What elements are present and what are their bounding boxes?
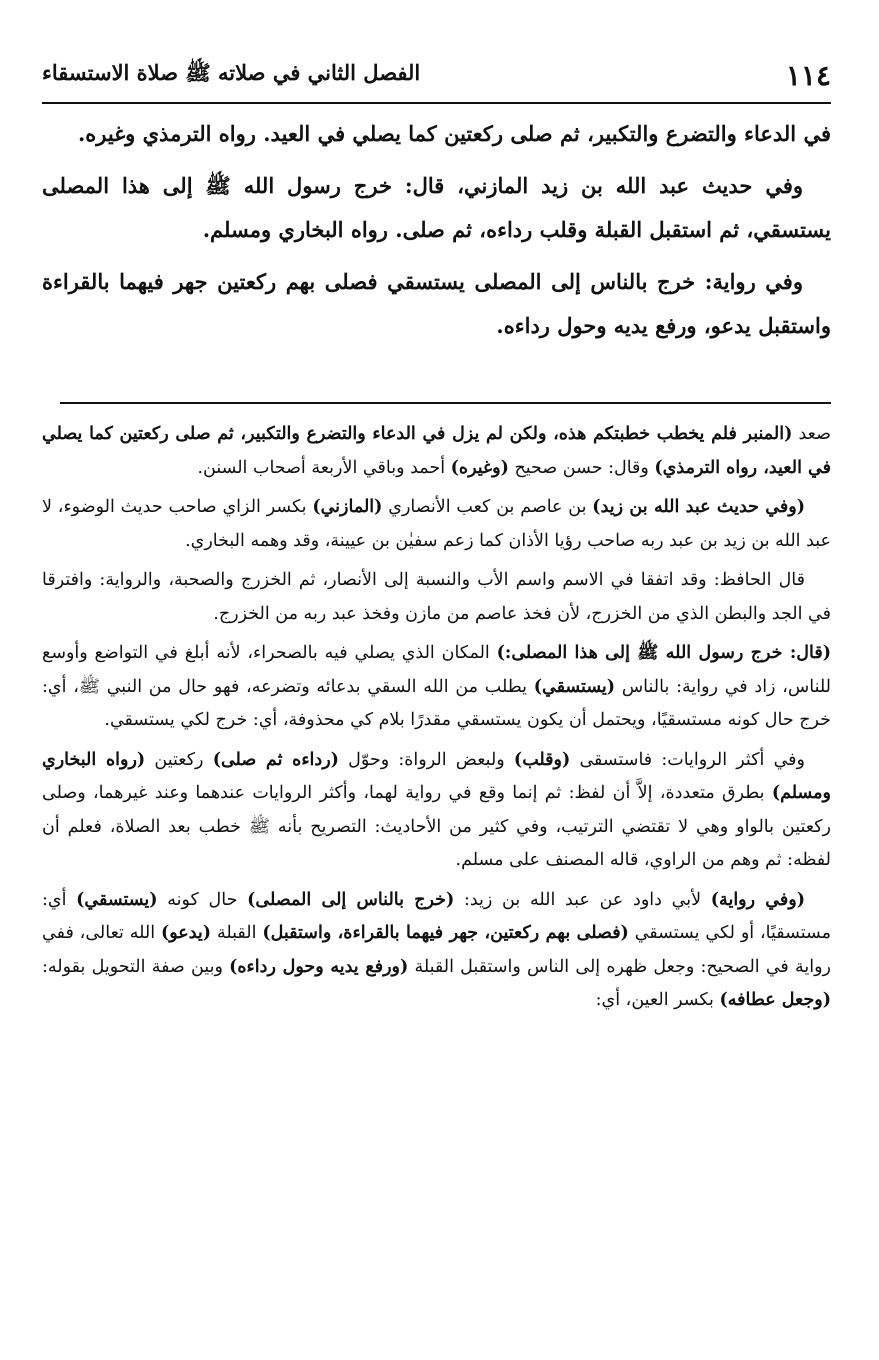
commentary-phrase: القبلة [211, 923, 263, 943]
commentary-phrase: بكسر العين، أي: [595, 990, 720, 1010]
quoted-hadith-phrase: (وجعل عطافه) [719, 990, 831, 1010]
quoted-hadith-phrase: (المنبر فلم يخطب خطبتكم هذه، ولكن لم يزل في الدعاء والتضرع والتكبير، ثم صلى ركعتين كما يصلي في العيد، رواه الترمذي) [42, 424, 831, 478]
quoted-hadith-phrase: (يدعو) [160, 923, 212, 943]
commentary-paragraph [42, 564, 831, 631]
quoted-hadith-phrase: (المازني) [312, 497, 383, 517]
commentary-text [42, 418, 831, 1024]
quoted-hadith-phrase: (وفي رواية) [710, 889, 805, 910]
commentary-phrase: المكان الذي يصلي فيه بالصحراء، لأنه أبلغ في التواضع وأوسع للناس، زاد في رواية: بالناس [42, 643, 831, 697]
running-title: الفصل الثاني في صلاته ﷺ صلاة الاستسقاء [42, 59, 421, 85]
commentary-phrase: أي: مستسقيًا، أو لكي يستسقي [42, 889, 832, 943]
commentary-phrase: حال كونه [157, 889, 248, 910]
quoted-hadith-phrase: (وقلب) [513, 749, 571, 770]
quoted-hadith-phrase: (رواه البخاري ومسلم) [42, 749, 831, 803]
hadith-paragraph: وفي رواية: خرج بالناس إلى المصلى يستسقي فصلى بهم ركعتين جهر فيهما بالقراءة واستقبل يدعو، ورفع يديه وحول رداءه. [42, 269, 831, 338]
commentary-phrase: صعد [792, 424, 831, 444]
header-rule [42, 102, 831, 104]
commentary-phrase: يطلب من الله السقي بدعائه وتضرعه، فهو حال من النبي ﷺ، أي: خرج حال كونه مستسقيًا، ويحتمل أن يكون يستسقي مقدرًا بلام كي محذوفة، أي: خرج لكي يستسقي. [42, 676, 831, 730]
commentary-paragraph [42, 418, 831, 485]
quoted-hadith-phrase: (وغيره) [450, 457, 509, 478]
quoted-hadith-phrase: (يستسقي) [76, 889, 158, 910]
commentary-paragraph [42, 744, 831, 878]
commentary-phrase: وفي أكثر الروايات: فاستسقى [570, 749, 806, 770]
commentary-phrase: بطرق متعددة، إلاَّ أن لفظ: ثم إنما وقع في رواية لهما، وأكثر الروايات عندهما وعند غيرهما، وصلى ركعتين بالواو وهي لا تقتضي الترتيب، وفي كثير من الأحاديث: التصريح بأنه ﷺ خطب بعد الصلاة، فعلم أن لفظه: ثم وهم من الراوي، قاله المصنف على مسلم. [42, 783, 831, 870]
hadith-paragraph: في الدعاء والتضرع والتكبير، ثم صلى ركعتين كما يصلي في العيد. رواه الترمذي وغيره. [77, 121, 831, 146]
commentary-phrase: ركعتين [145, 749, 213, 770]
commentary-phrase: الله تعالى، ففي رواية في الصحيح: وجعل ظهره إلى الناس واستقبل القبلة [42, 923, 831, 977]
commentary-phrase: ولبعض الرواة: وحوّل [338, 749, 514, 770]
commentary-phrase: وبين صفة التحويل بقوله: [42, 956, 230, 977]
hadith-text [42, 112, 831, 356]
commentary-phrase: قال الحافظ: وقد اتفقا في الاسم واسم الأب والنسبة إلى الأنصار، ثم الخزرج والصحبة، والرواية: وافترقا في الجد والبطن الذي من الخزرج، لأن فخذ عاصم من مازن وفخذ عبد ربه من الخزرج. [42, 570, 831, 624]
commentary-paragraph [42, 637, 831, 738]
page-number: ١١٤ [785, 58, 831, 92]
commentary-phrase: أحمد وباقي الأربعة أصحاب السنن. [197, 457, 451, 478]
page-header [42, 55, 831, 95]
quoted-hadith-phrase: (قال: خرج رسول الله ﷺ إلى هذا المصلى:) [496, 643, 831, 663]
hadith-paragraph: وفي حديث عبد الله بن زيد المازني، قال: خرج رسول الله ﷺ إلى هذا المصلى يستسقي، ثم استقبل القبلة وقلب رداءه، ثم صلى. رواه البخاري ومسلم. [42, 173, 831, 242]
quoted-hadith-phrase: (يستسقي) [533, 676, 616, 697]
commentary-paragraph [42, 491, 831, 558]
quoted-hadith-phrase: (فصلى بهم ركعتين، جهر فيهما بالقراءة، واستقبل) [262, 923, 629, 943]
commentary-phrase: بكسر الزاي صاحب حديث الوضوء، لا عبد الله بن زيد بن عبد ربه صاحب رؤيا الأذان كما زعم سفيٰن بن عيينة، وقد وهمه البخاري. [42, 497, 831, 551]
commentary-phrase: وقال: حسن صحيح [508, 457, 655, 478]
commentary-phrase: لأبي داود عن عبد الله بن زيد: [454, 889, 711, 910]
quoted-hadith-phrase: (وفي حديث عبد الله بن زيد) [592, 497, 805, 517]
commentary-paragraph [42, 884, 831, 1018]
commentary-phrase: بن عاصم بن كعب الأنصاري [382, 497, 593, 517]
quoted-hadith-phrase: (ورفع يديه وحول رداءه) [229, 956, 409, 977]
quoted-hadith-phrase: (خرج بالناس إلى المصلى) [247, 889, 455, 910]
section-divider [60, 402, 831, 404]
quoted-hadith-phrase: (رداءه ثم صلى) [212, 749, 339, 770]
